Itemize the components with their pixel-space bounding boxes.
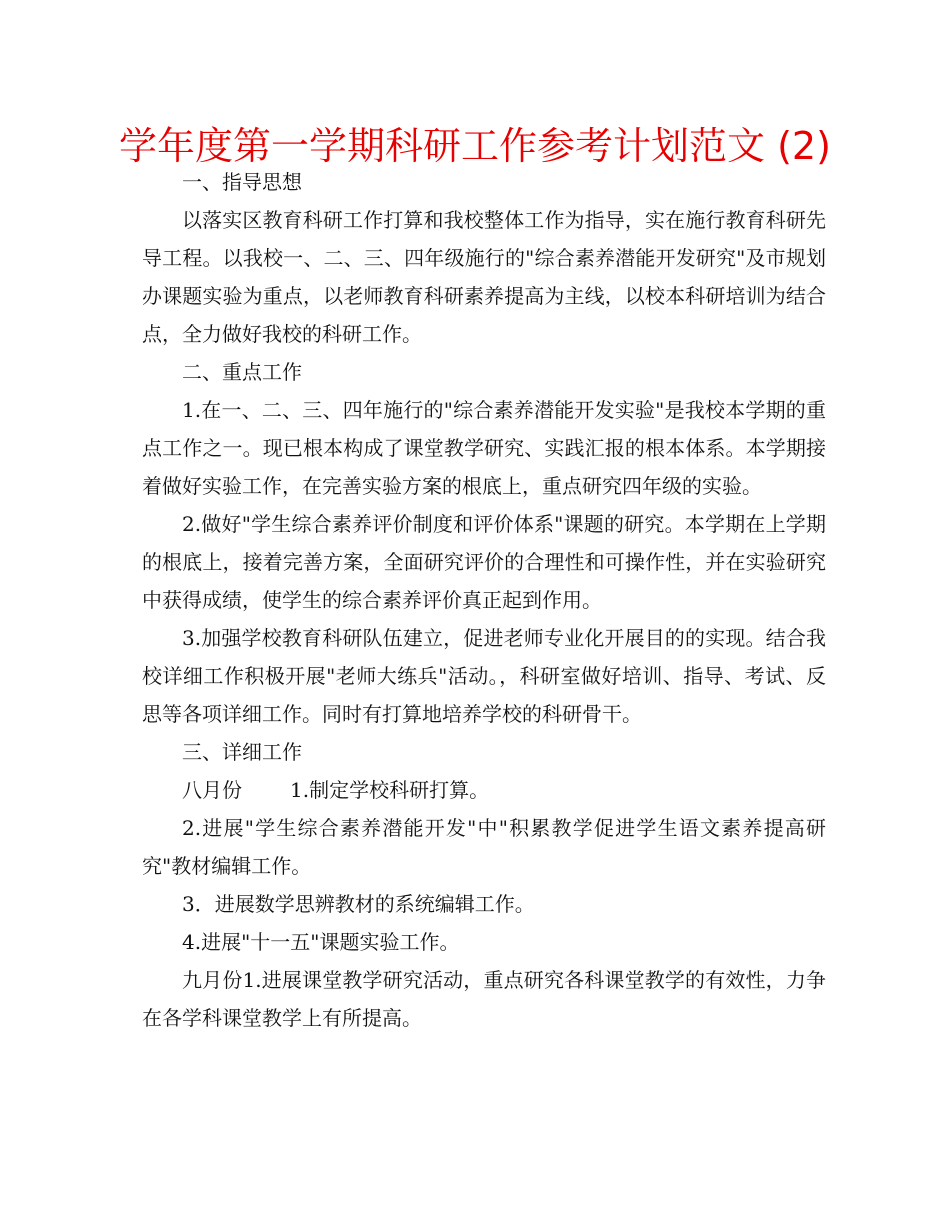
month-label: 九月份 bbox=[182, 968, 243, 992]
month-item: 1.进展课堂教学研究活动，重点研究各科课堂教学的有效性，力争在各学科课堂教学上有所提高。 bbox=[142, 968, 826, 1030]
month-entry-september bbox=[142, 961, 826, 1037]
section-heading: 一、指导思想 bbox=[182, 170, 302, 194]
body-paragraph: 2.做好"学生综合素养评价制度和评价体系"课题的研究。本学期在上学期的根底上，接着完善方案，全面研究评价的合理性和可操作性，并在实验研究中获得成绩，使学生的综合素养评价真正起到作用。 bbox=[142, 512, 826, 612]
month-entry-august bbox=[142, 771, 826, 809]
section-heading: 三、详细工作 bbox=[182, 740, 302, 764]
month-item: 1.制定学校科研打算。 bbox=[290, 778, 490, 802]
body-paragraph: 2.进展"学生综合素养潜能开发"中"积累教学促进学生语文素养提高研究"教材编辑工作。 bbox=[142, 816, 826, 878]
body-paragraph: 4.进展"十一五"课题实验工作。 bbox=[182, 930, 460, 954]
body-paragraph: 1.在一、二、三、四年施行的"综合素养潜能开发实验"是我校本学期的重点工作之一。现已根本构成了课堂教学研究、实践汇报的根本体系。本学期接着做好实验工作，在完善实验方案的根底上，重点研究四年级的实验。 bbox=[142, 398, 826, 498]
section-heading: 二、重点工作 bbox=[182, 360, 302, 384]
body-paragraph: 3.加强学校教育科研队伍建立，促进老师专业化开展目的的实现。结合我校详细工作积极开展"老师大练兵"活动。，科研室做好培训、指导、考试、反思等各项详细工作。同时有打算地培养学校的科研骨干。 bbox=[142, 626, 826, 726]
document-title: 学年度第一学期科研工作参考计划范文 (2) bbox=[119, 124, 831, 168]
document-body bbox=[142, 163, 826, 1037]
month-label: 八月份 bbox=[182, 778, 242, 802]
body-paragraph: 3．进展数学思辨教材的系统编辑工作。 bbox=[182, 892, 535, 916]
body-paragraph: 以落实区教育科研工作打算和我校整体工作为指导，实在施行教育科研先导工程。以我校一、二、三、四年级施行的"综合素养潜能开发研究"及市规划办课题实验为重点，以老师教育科研素养提高为主线，以校本科研培训为结合点，全力做好我校的科研工作。 bbox=[142, 208, 826, 346]
